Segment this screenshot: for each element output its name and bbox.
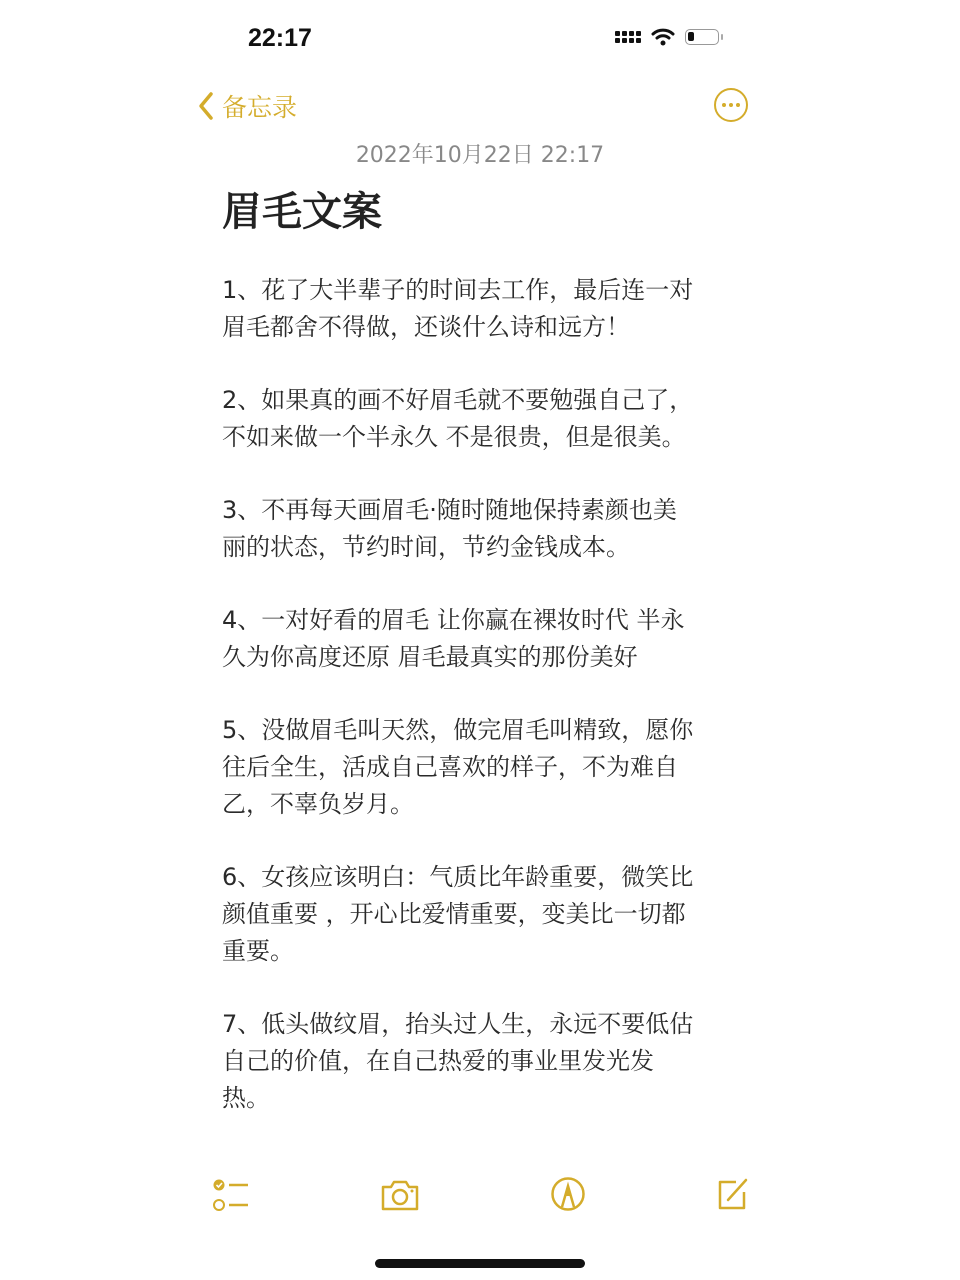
chevron-left-icon <box>198 91 214 121</box>
note-line: 1、花了大半辈子的时间去工作，最后连一对 <box>222 276 694 304</box>
note-line: 6、女孩应该明白：气质比年龄重要，微笑比 <box>222 863 694 891</box>
note-line: 丽的状态，节约时间，节约金钱成本。 <box>222 533 630 561</box>
note-line: 往后全生，活成自己喜欢的样子，不为难自 <box>222 753 678 781</box>
note-line: 久为你高度还原 眉毛最真实的那份美好 <box>222 643 638 671</box>
note-line: 重要。 <box>222 937 294 965</box>
note-line: 5、没做眉毛叫天然，做完眉毛叫精致，愿你 <box>222 716 694 744</box>
back-button[interactable] <box>198 88 297 124</box>
signal-icon <box>615 31 641 43</box>
note-line: 2、如果真的画不好眉毛就不要勉强自己了， <box>222 386 694 414</box>
note-date: 2022年10月22日 22:17 <box>355 143 605 168</box>
note-line: 颜值重要 ，开心比爱情重要，变美比一切都 <box>222 900 686 928</box>
more-options-button[interactable] <box>714 88 748 122</box>
bottom-toolbar <box>0 1172 960 1222</box>
note-line: 自己的价值，在自己热爱的事业里发光发 <box>222 1047 654 1075</box>
note-paragraph <box>222 602 752 676</box>
note-line: 热。 <box>222 1084 270 1112</box>
note-paragraph <box>222 272 752 346</box>
note-paragraph <box>222 1006 752 1117</box>
note-line: 7、低头做纹眉，抬头过人生，永远不要低估 <box>222 1010 694 1038</box>
note-line: 乙，不辜负岁月。 <box>222 790 414 818</box>
status-time: 22:17 <box>248 24 312 52</box>
markup-pen-icon[interactable] <box>550 1176 586 1212</box>
note-line: 不如来做一个半永久 不是很贵，但是很美。 <box>222 423 686 451</box>
note-title[interactable]: 眉毛文案 <box>222 189 382 235</box>
note-paragraph <box>222 859 752 970</box>
note-paragraph <box>222 382 752 456</box>
note-line: 4、一对好看的眉毛 让你赢在裸妆时代 半永 <box>222 606 685 634</box>
compose-icon[interactable] <box>716 1176 750 1212</box>
status-icons <box>615 28 719 46</box>
note-paragraph <box>222 712 752 823</box>
home-indicator[interactable] <box>375 1259 585 1268</box>
wifi-icon <box>651 28 675 46</box>
note-line: 眉毛都舍不得做，还谈什么诗和远方！ <box>222 313 630 341</box>
battery-icon <box>685 29 719 45</box>
note-paragraph <box>222 492 752 566</box>
back-label: 备忘录 <box>222 93 298 122</box>
camera-icon[interactable] <box>380 1178 420 1212</box>
checklist-icon[interactable] <box>212 1176 250 1214</box>
note-body[interactable] <box>222 272 752 1153</box>
note-line: 3、不再每天画眉毛·随时随地保持素颜也美 <box>222 496 677 524</box>
